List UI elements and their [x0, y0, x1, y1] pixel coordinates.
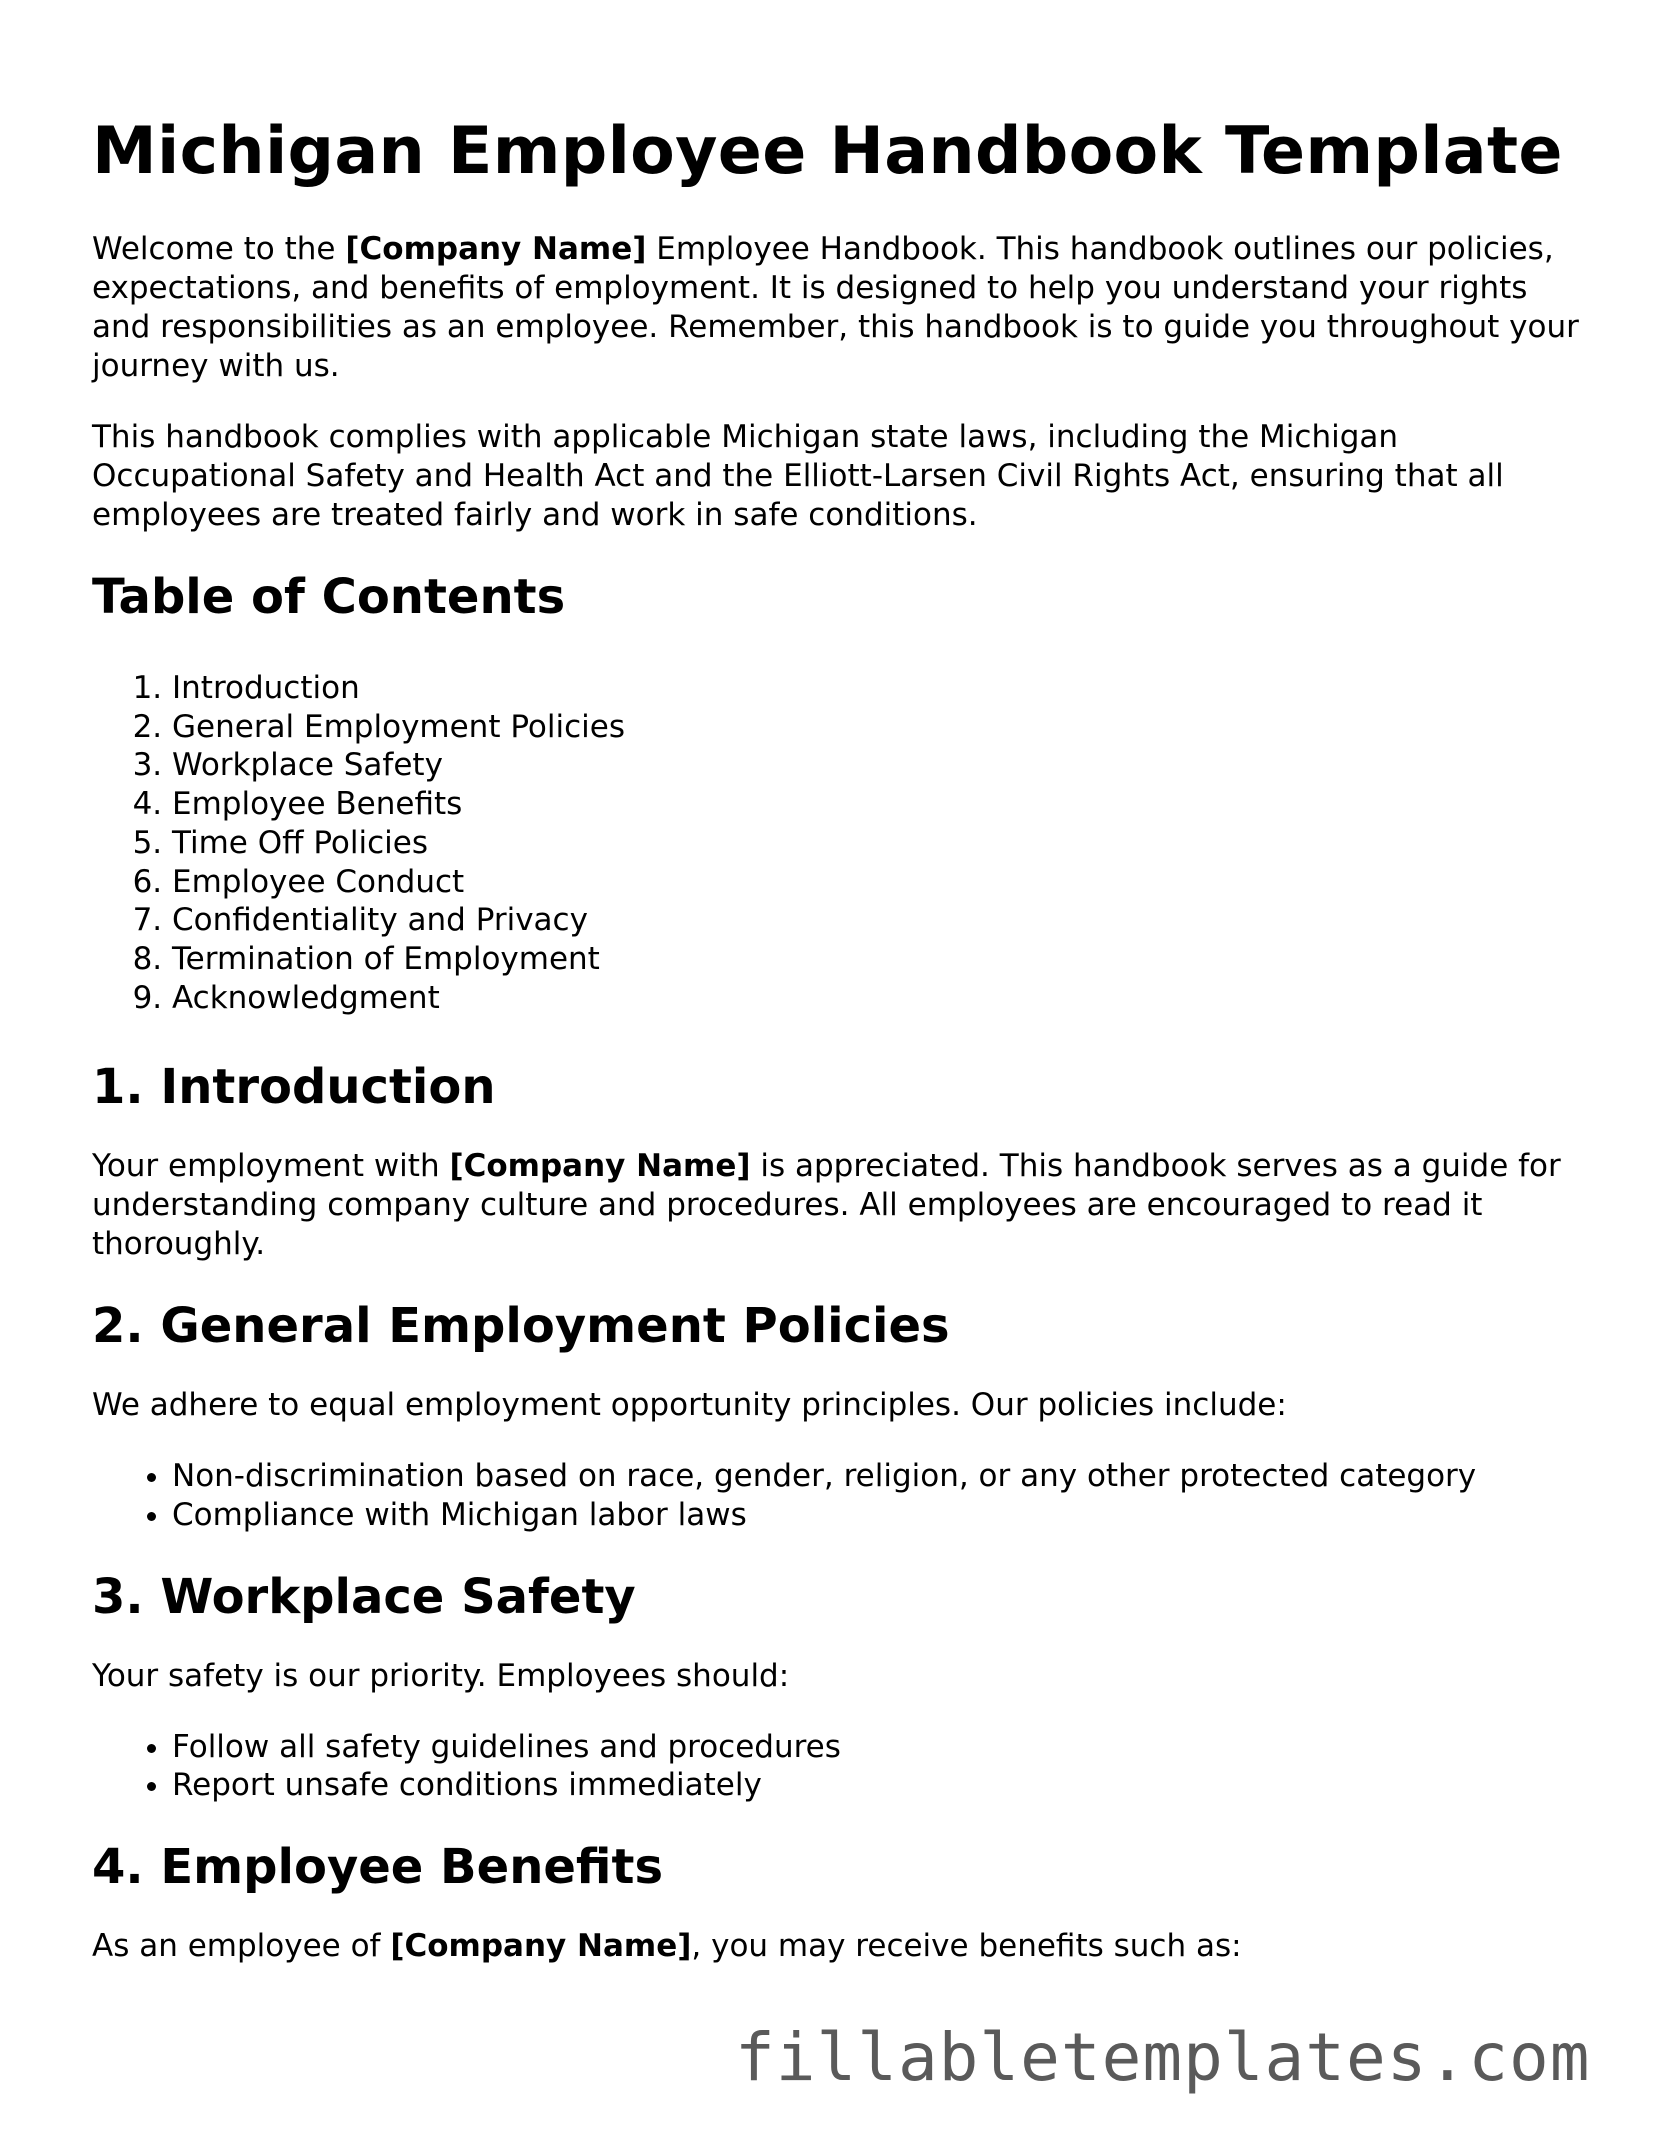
toc-item: 9. Acknowledgment — [172, 979, 1582, 1018]
toc-item: 3. Workplace Safety — [172, 746, 1582, 785]
toc-item: 5. Time Off Policies — [172, 824, 1582, 863]
benefits-text-end: , you may receive benefits such as: — [691, 1928, 1242, 1965]
intro-text-start: Welcome to the — [92, 231, 346, 267]
introduction-text-end: is appreciated. This handbook serves as a guide for understanding company culture and procedures. All employees are encouraged to read it thoroughly. — [92, 1148, 1561, 1263]
toc-item: 6. Employee Conduct — [172, 863, 1582, 902]
general-policies-paragraph: We adhere to equal employment opportunity principles. Our policies include: — [92, 1387, 1287, 1424]
company-name-placeholder: [Company Name] — [449, 1148, 751, 1185]
list-item: • Non-discrimination based on race, gender, religion, or any other protected category — [172, 1457, 1582, 1496]
toc-item: 1. Introduction — [172, 669, 1582, 708]
intro-text-end: Employee Handbook. This handbook outlines our policies, expectations, and benefits of employment. It is designed to help you understand your rights and responsibilities as an employee. Remember, this handbook is to guide you throughout your journey with us. — [92, 231, 1579, 384]
general-policies-list — [92, 1457, 1582, 1534]
toc-heading: Table of Contents — [92, 569, 566, 625]
toc-item: 8. Termination of Employment — [172, 940, 1582, 979]
introduction-text-start: Your employment with — [92, 1148, 450, 1185]
toc-item: 4. Employee Benefits — [172, 785, 1582, 824]
introduction-paragraph — [92, 1147, 1582, 1264]
list-item: • Compliance with Michigan labor laws — [172, 1496, 1582, 1535]
workplace-safety-list — [92, 1728, 1582, 1805]
toc-item: 7. Confidentiality and Privacy — [172, 901, 1582, 940]
workplace-safety-paragraph: Your safety is our priority. Employees should: — [92, 1657, 790, 1694]
intro-paragraph-1 — [92, 230, 1582, 386]
company-name-placeholder: [Company Name] — [345, 231, 647, 267]
section-heading-employee-benefits: 4. Employee Benefits — [92, 1839, 664, 1896]
section-heading-general-policies: 2. General Employment Policies — [92, 1298, 950, 1355]
section-heading-workplace-safety: 3. Workplace Safety — [92, 1568, 636, 1625]
page-title: Michigan Employee Handbook Template — [92, 114, 1563, 189]
section-heading-introduction: 1. Introduction — [92, 1059, 496, 1116]
intro-paragraph-2: This handbook complies with applicable Michigan state laws, including the Michigan Occupational Safety and Health Act and the Elliott-Larsen Civil Rights Act, ensuring that all employees are treated fairly and work in safe conditions. — [92, 419, 1504, 533]
table-of-contents — [92, 669, 1582, 1017]
list-item: • Follow all safety guidelines and procedures — [172, 1728, 1582, 1767]
benefits-text-start: As an employee of — [92, 1928, 391, 1965]
watermark: fillabletemplates.com — [735, 2019, 1591, 2096]
list-item: • Report unsafe conditions immediately — [172, 1766, 1582, 1805]
document-page — [92, 112, 1582, 1998]
employee-benefits-paragraph — [92, 1927, 1582, 1966]
company-name-placeholder: [Company Name] — [390, 1928, 692, 1965]
toc-item: 2. General Employment Policies — [172, 708, 1582, 747]
